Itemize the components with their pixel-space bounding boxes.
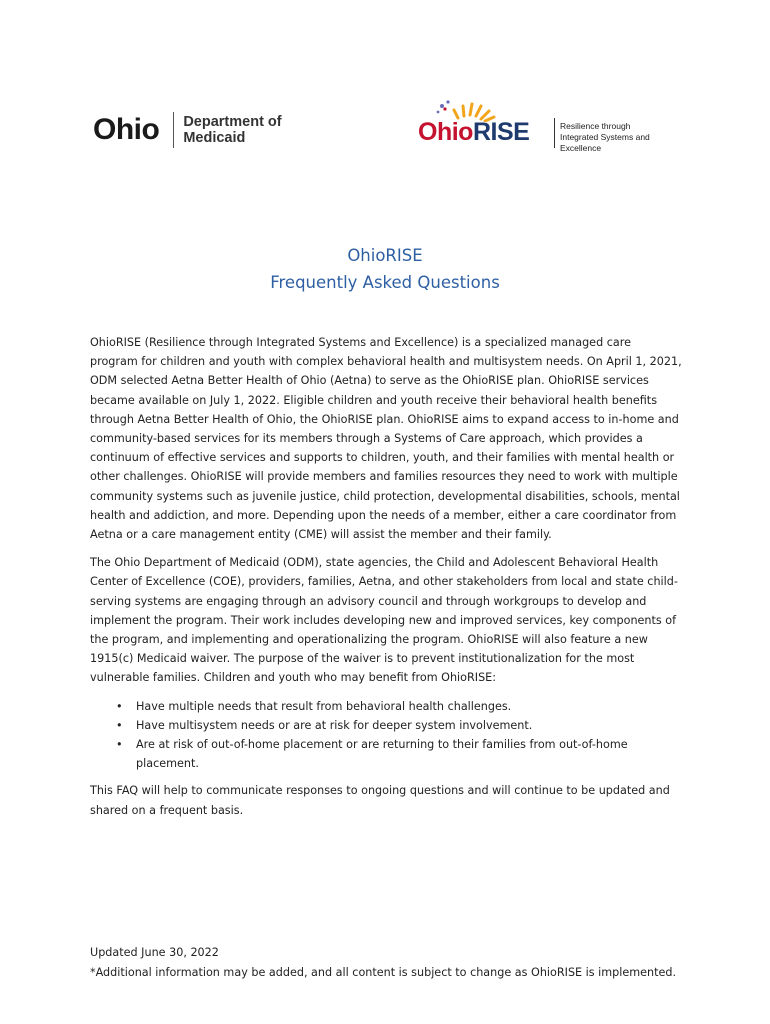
ohiorise-wordmark-ohio: Ohio xyxy=(418,118,473,146)
title-line1: OhioRISE xyxy=(347,246,423,265)
list-item: • Have multisystem needs or are at risk for deeper system involvement. xyxy=(90,716,682,735)
odm-wordmark: Ohio xyxy=(93,113,160,146)
ohiorise-tagline-line2: Integrated Systems and Excellence xyxy=(560,132,650,153)
odm-dept-line1: Department of xyxy=(183,114,282,130)
odm-logo-divider xyxy=(173,112,174,148)
ohiorise-wordmark-rise: RISE xyxy=(472,118,530,146)
ohiorise-wordmark xyxy=(418,118,529,147)
ohio-department-of-medicaid-logo xyxy=(93,110,282,150)
document-title xyxy=(0,242,770,296)
document-footer xyxy=(90,943,690,982)
document-body xyxy=(90,333,682,829)
title-line2: Frequently Asked Questions xyxy=(270,273,500,292)
faq-purpose-paragraph: This FAQ will help to communicate responses to ongoing questions and will continue to be updated and shared on a frequent basis. xyxy=(90,784,670,817)
ohiorise-logo xyxy=(418,96,690,166)
odm-department-name xyxy=(183,114,281,146)
stakeholders-paragraph: The Ohio Department of Medicaid (ODM), state agencies, the Child and Adolescent Behavioral Health Center of Excellence (COE), providers, families, Aetna, and other stakeholders from local and state child-serving systems are engaging through an advisory council and through workgroups to develop and implement the program. Their work includes developing new and improved services, key components of the program, and implementing and operationalizing the program. OhioRISE will also feature a new 1915(c) Medicaid waiver. The purpose of the waiver is to prevent institutionalization for the most vulnerable families. Children and youth who may benefit from OhioRISE: xyxy=(90,556,678,685)
intro-paragraph: OhioRISE (Resilience through Integrated Systems and Excellence) is a specialized managed care program for children and youth with complex behavioral health and multisystem needs. On April 1, 2021, ODM selected Aetna Better Health of Ohio (Aetna) to serve as the OhioRISE plan. OhioRISE services became available on July 1, 2022. Eligible children and youth receive their behavioral health benefits through Aetna Better Health of Ohio, the OhioRISE plan. OhioRISE aims to expand access to in-home and community-based services for its members through a Systems of Care approach, which provides a continuum of effective services and supports to children, youth, and their families with mental health or other challenges. OhioRISE will provide members and families resources they need to work with multiple community systems such as juvenile justice, child protection, developmental disabilities, schools, mental health and addiction, and more. Depending upon the needs of a member, either a care coordinator from Aetna or a care management entity (CME) will assist the member and their family. xyxy=(90,336,682,542)
disclaimer-note: *Additional information may be added, and all content is subject to change as OhioRISE is implemented. xyxy=(90,965,677,979)
list-item: • Are at risk of out-of-home placement or are returning to their families from out-of-home placement. xyxy=(90,735,682,773)
updated-date: Updated June 30, 2022 xyxy=(90,946,219,959)
ohiorise-tagline xyxy=(560,121,690,154)
benefit-list xyxy=(90,697,682,774)
list-item: • Have multiple needs that result from behavioral health challenges. xyxy=(90,697,682,716)
ohiorise-tagline-line1: Resilience through xyxy=(560,121,631,131)
header-logos xyxy=(90,96,690,166)
ohiorise-logo-divider xyxy=(554,118,555,148)
odm-dept-line2: Medicaid xyxy=(183,130,246,146)
